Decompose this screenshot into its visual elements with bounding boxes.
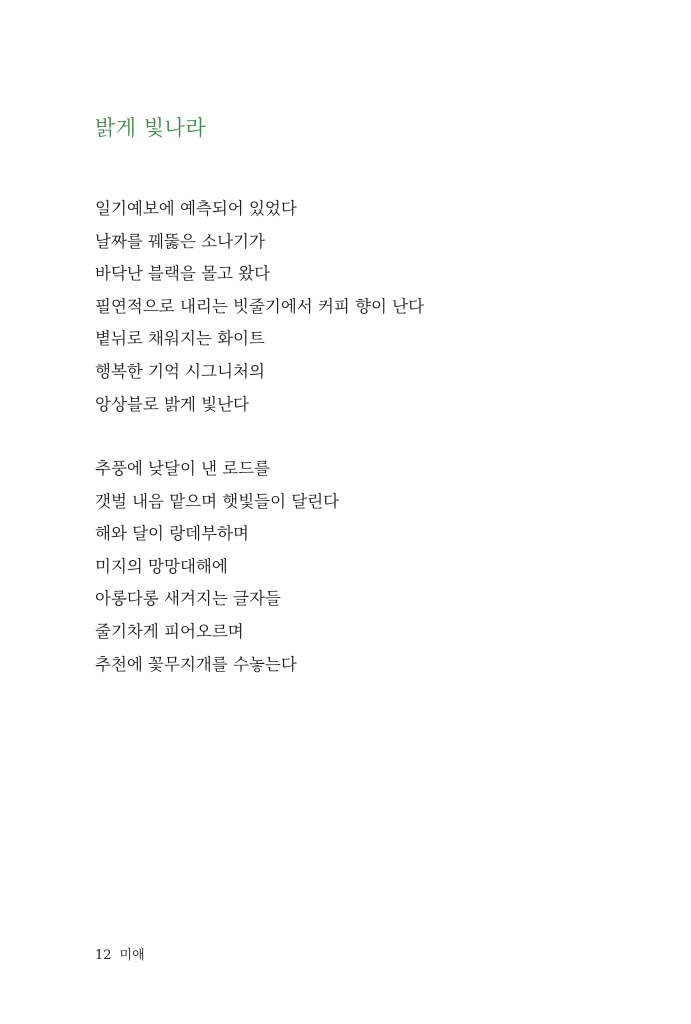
poem-line: 추천에 꽃무지개를 수놓는다	[95, 654, 297, 674]
poem-line: 행복한 기억 시그니처의	[95, 361, 265, 381]
poem-line: 아롱다롱 새겨지는 글자들	[95, 589, 281, 609]
poem-line: 볕뉘로 채워지는 화이트	[95, 329, 265, 349]
stanza-2	[95, 453, 339, 681]
poem-line: 줄기차게 피어오르며	[95, 621, 244, 641]
poem-line: 필연적으로 내리는 빗줄기에서 커피 향이 난다	[95, 296, 425, 316]
page-number: 12	[95, 948, 112, 963]
poem-line: 날짜를 꿰뚫은 소나기가	[95, 231, 265, 251]
poem-line: 해와 달이 랑데부하며	[95, 524, 249, 544]
stanza-1	[95, 193, 424, 421]
page-footer	[95, 944, 153, 963]
poem-line: 미지의 망망대해에	[95, 556, 228, 576]
poem-line: 추풍에 낮달이 낸 로드를	[95, 459, 271, 478]
poem-title: 밝게 빛나라	[95, 116, 207, 140]
poem-line: 바닥난 블랙을 몰고 왔다	[95, 264, 271, 284]
poem-line: 일기예보에 예측되어 있었다	[95, 199, 297, 218]
author-name: 미애	[119, 948, 145, 963]
poem-line: 앙상블로 밝게 빛난다	[95, 394, 249, 414]
poem-line: 갯벌 내음 맡으며 햇빛들이 달린다	[95, 491, 340, 511]
